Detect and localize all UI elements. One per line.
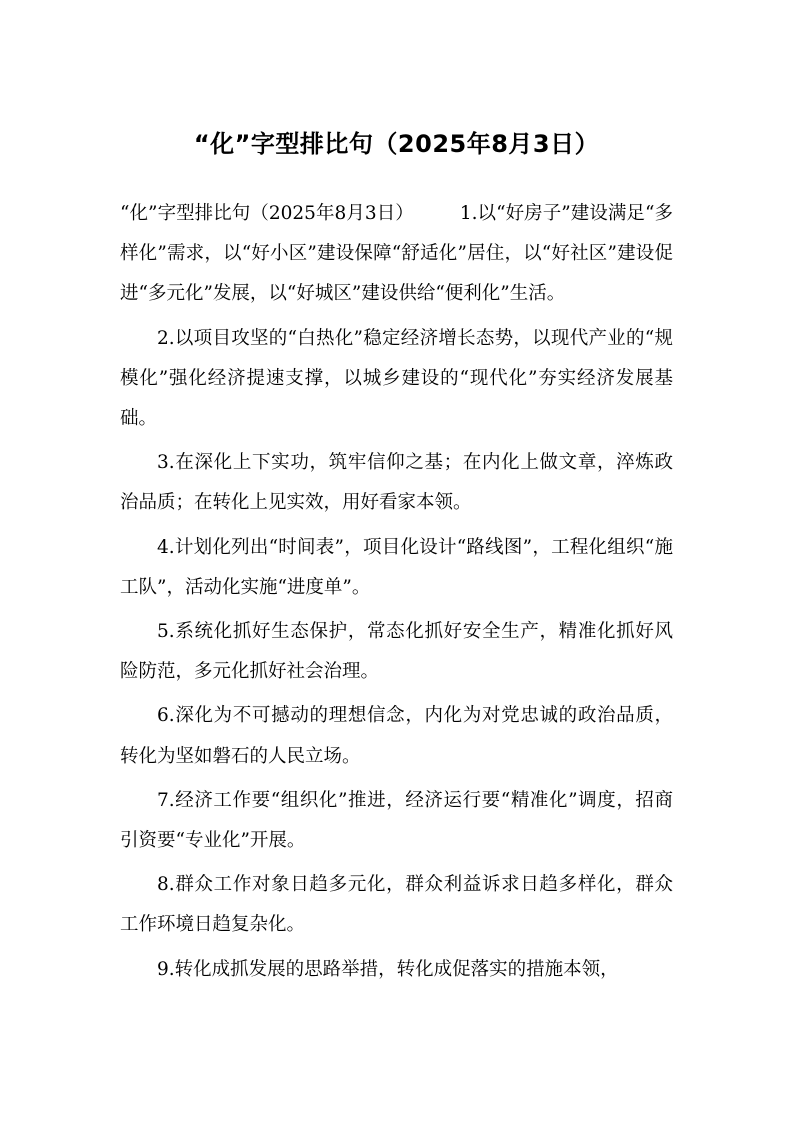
paragraph-5: 5.系统化抓好生态保护，常态化抓好安全生产，精准化抓好风险防范，多元化抓好社会治理。 (120, 621, 673, 683)
paragraph-1-text: 1.以“好房子”建设满足“多样化”需求，以“好小区”建设保障“舒适化”居住，以“好社区”建设促进“多元化”发展，以“好城区”建设供给“便利化”生活。 (120, 203, 673, 305)
paragraph-6: 6.深化为不可撼动的理想信念，内化为对党忠诚的政治品质，转化为坚如磐石的人民立场。 (120, 705, 673, 767)
document-title: “化”字型排比句（2025年8月3日） (193, 130, 600, 158)
paragraph-8: 8.群众工作对象日趋多元化，群众利益诉求日趋多样化，群众工作环境日趋复杂化。 (120, 874, 673, 936)
paragraph-9: 9.转化成抓发展的思路举措，转化成促落实的措施本领， (157, 958, 619, 980)
paragraph-1 (120, 194, 673, 315)
intro-heading: “化”字型排比句（2025年8月3日） (120, 203, 414, 224)
paragraph-3: 3.在深化上下实功，筑牢信仰之基；在内化上做文章，淬炼政治品质；在转化上见实效，用好看家本领。 (120, 452, 673, 514)
paragraph-4: 4.计划化列出“时间表”，项目化设计“路线图”，工程化组织“施工队”，活动化实施“进度单”。 (120, 536, 673, 598)
paragraph-7: 7.经济工作要“组织化”推进，经济运行要“精准化”调度，招商引资要“专业化”开展。 (120, 789, 673, 852)
paragraph-2: 2.以项目攻坚的“白热化”稳定经济增长态势，以现代产业的“规模化”强化经济提速支撑，以城乡建设的“现代化”夯实经济发展基础。 (120, 327, 673, 430)
document-body (120, 194, 673, 994)
